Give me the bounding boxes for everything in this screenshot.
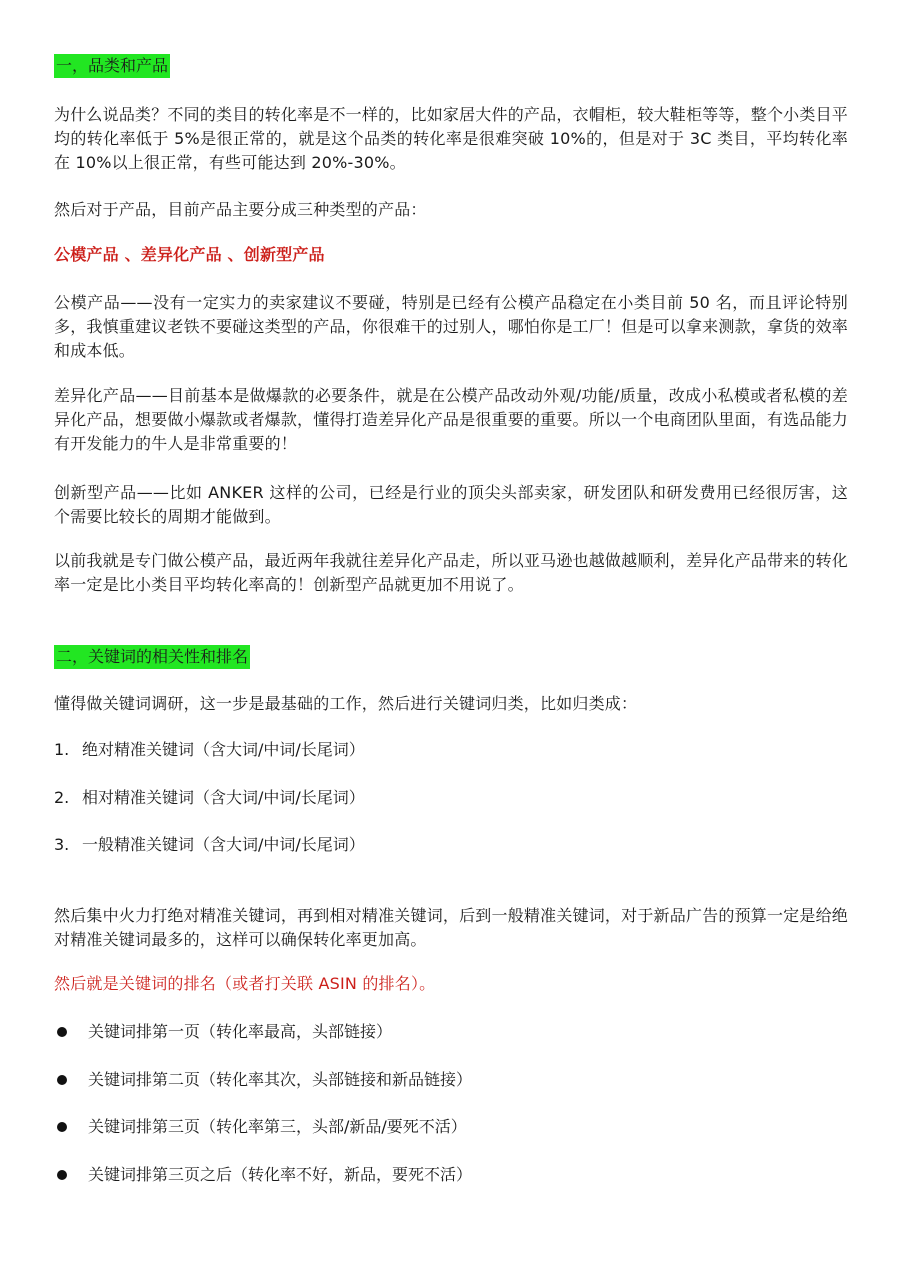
section-1-paragraph-2: 然后对于产品，目前产品主要分成三种类型的产品：	[54, 200, 427, 219]
section-2-paragraph-2: 然后集中火力打绝对精准关键词，再到相对精准关键词，后到一般精准关键词，对于新品广告的预算一定是给绝对精准关键词最多的，这样可以确保转化率更加高。	[54, 906, 848, 949]
section-2-paragraph-3-wrap	[54, 972, 848, 996]
numbered-item-number: 1.	[54, 740, 70, 759]
product-types: 公模产品 、差异化产品 、创新型产品	[54, 245, 325, 264]
bullet-item-text: 关键词排第一页（转化率最高，头部链接）	[88, 1022, 393, 1041]
section-1-paragraph-4: 差异化产品——目前基本是做爆款的必要条件，就是在公模产品改动外观/功能/质量，改成小私模或者私模的差异化产品，想要做小爆款或者爆款，懂得打造差异化产品是很重要的重要。所以一个电商团队里面，有选品能力有开发能力的牛人是非常重要的！	[54, 386, 848, 453]
bullet-item-2	[54, 1068, 848, 1092]
section-1-heading: 一，品类和产品	[54, 54, 170, 78]
numbered-item-number: 3.	[54, 835, 70, 854]
section-1-paragraph-6: 以前我就是专门做公模产品，最近两年我就往差异化产品走，所以亚马逊也越做越顺利，差异化产品带来的转化率一定是比小类目平均转化率高的！创新型产品就更加不用说了。	[54, 551, 848, 594]
bullet-item-text: 关键词排第二页（转化率其次，头部链接和新品链接）	[88, 1070, 473, 1089]
section-1-heading-wrap	[54, 54, 848, 78]
section-2-paragraph-1: 懂得做关键词调研，这一步是最基础的工作，然后进行关键词归类，比如归类成：	[54, 694, 638, 713]
numbered-item-text: 绝对精准关键词（含大词/中词/长尾词）	[82, 740, 365, 759]
product-types-wrap	[54, 243, 848, 267]
numbered-item-text: 一般精准关键词（含大词/中词/长尾词）	[82, 835, 365, 854]
section-1-paragraph-6-wrap	[54, 549, 848, 597]
bullet-item-text: 关键词排第三页之后（转化率不好，新品，要死不活）	[88, 1165, 473, 1184]
bullet-dot-icon	[57, 1075, 67, 1085]
section-1-paragraph-3: 公模产品——没有一定实力的卖家建议不要碰，特别是已经有公模产品稳定在小类目前 50 名，而且评论特别多，我慎重建议老铁不要碰这类型的产品，你很难干的过别人，哪怕你是工厂！但是可以拿来测款，拿货的效率和成本低。	[54, 293, 848, 360]
section-2-paragraph-2-wrap	[54, 904, 848, 952]
section-1-paragraph-2-wrap	[54, 198, 848, 222]
bullet-dot-icon	[57, 1027, 67, 1037]
bullet-item-text: 关键词排第三页（转化率第三，头部/新品/要死不活）	[88, 1117, 467, 1136]
numbered-item-2	[54, 786, 848, 810]
section-2-paragraph-3: 然后就是关键词的排名（或者打关联 ASIN 的排名）。	[54, 974, 436, 993]
section-1-paragraph-3-wrap	[54, 291, 848, 363]
bullet-item-4	[54, 1163, 848, 1187]
section-1-paragraph-1-wrap	[54, 103, 848, 175]
numbered-item-3	[54, 833, 848, 857]
section-2-heading-wrap	[54, 645, 848, 669]
section-2-heading: 二，关键词的相关性和排名	[54, 645, 250, 669]
section-1-paragraph-5: 创新型产品——比如 ANKER 这样的公司，已经是行业的顶尖头部卖家，研发团队和研发费用已经很厉害，这个需要比较长的周期才能做到。	[54, 483, 848, 526]
section-1-paragraph-5-wrap	[54, 481, 848, 529]
numbered-item-text: 相对精准关键词（含大词/中词/长尾词）	[82, 788, 365, 807]
bullet-dot-icon	[57, 1170, 67, 1180]
section-1-paragraph-1: 为什么说品类？不同的类目的转化率是不一样的，比如家居大件的产品，衣帽柜，较大鞋柜等等，整个小类目平均的转化率低于 5%是很正常的，就是这个品类的转化率是很难突破 10%的，但是对于 3C 类目，平均转化率在 10%以上很正常，有些可能达到 20%-30%。	[54, 105, 848, 172]
section-2-paragraph-1-wrap	[54, 692, 848, 716]
bullet-item-1	[54, 1020, 848, 1044]
bullet-item-3	[54, 1115, 848, 1139]
section-1-paragraph-4-wrap	[54, 384, 848, 456]
numbered-item-1	[54, 738, 848, 762]
bullet-dot-icon	[57, 1122, 67, 1132]
numbered-item-number: 2.	[54, 788, 70, 807]
